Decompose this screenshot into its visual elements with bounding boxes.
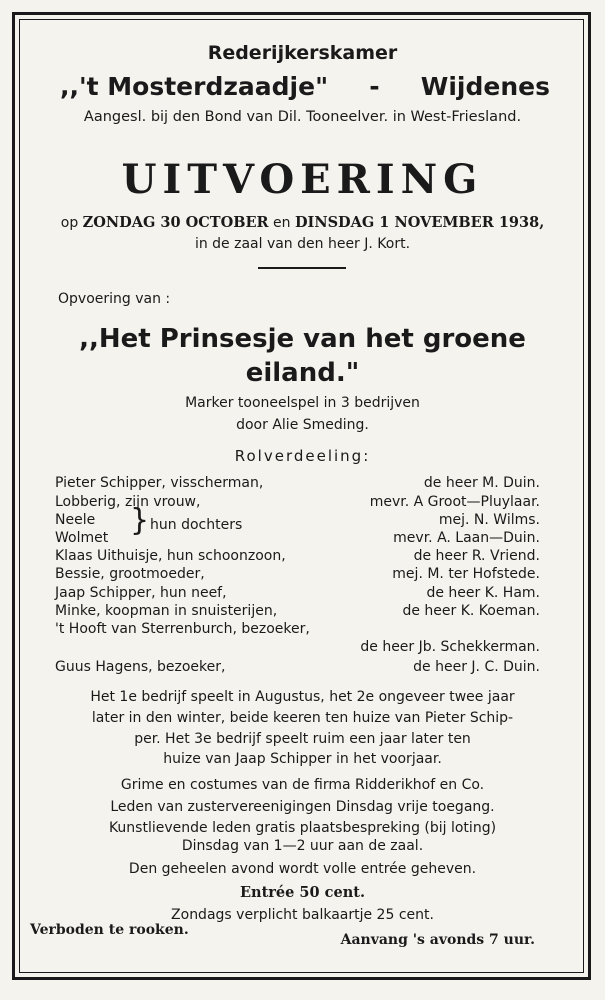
no-smoking-notice: Verboden te rooken. [30,922,189,938]
date-tuesday: DINSDAG 1 NOVEMBER 1938, [294,214,545,231]
brace-label: hun dochters [150,517,243,533]
notes-line: Grime en costumes van de firma Ridderikhof en Co. [120,777,485,793]
play-author: door Alie Smeding. [236,417,369,433]
cast-role: Wolmet [55,530,109,546]
dates-prefix: op [60,215,79,231]
cast-role: Klaas Uithuisje, hun schoonzoon, [55,548,286,564]
cast-actor: de heer Jb. Schekkerman. [360,639,540,655]
play-subtitle: Marker tooneelspel in 3 bedrijven [185,395,420,411]
cast-role: Guus Hagens, bezoeker, [55,659,226,675]
notes-line: per. Het 3e bedrijf speelt ruim een jaar later ten [134,731,471,747]
cast-heading: Rolverdeeling: [234,447,371,465]
performance-intro: Opvoering van : [58,291,171,307]
notes-line: later in den winter, beide keeren ten huize van Pieter Schip- [91,710,514,726]
cast-role: Bessie, grootmoeder, [55,566,205,582]
dates-and: en [273,215,291,231]
cast-row [55,621,540,639]
affiliation-line: Aangesl. bij den Bond van Dil. Tooneelver. in West-Friesland. [83,109,522,125]
notes-line: huize van Jaap Schipper in het voorjaar. [163,751,442,767]
cast-role: Minke, koopman in snuisterijen, [55,603,278,619]
cast-actor: de heer K. Koeman. [402,603,540,619]
cast-actor: mevr. A Groot—Pluylaar. [369,494,540,510]
society-name-dash: - [369,72,380,101]
balkaartje-note: Zondags verplicht balkaartje 25 cent. [171,907,434,923]
notes-line: Het 1e bedrijf speelt in Augustus, het 2e ongeveer twee jaar [90,689,515,705]
cast-actor: de heer R. Vriend. [413,548,540,564]
society-name-quote: ,,'t Mosterdzaadje" [60,72,329,101]
society-name [60,74,550,99]
cast-row [55,548,540,566]
cast-actor: mej. M. ter Hofstede. [392,566,540,582]
cast-row [55,659,540,677]
play-title-line-2: eiland." [245,358,360,388]
cast-actor: de heer M. Duin. [423,475,540,491]
cast-role: Jaap Schipper, hun neef, [55,585,227,601]
start-time: Aanvang 's avonds 7 uur. [340,932,535,948]
notes-line: Den geheelen avond wordt volle entrée geheven. [128,861,477,877]
cast-role: Neele [55,512,96,528]
play-title-line-1: ,,Het Prinsesje van het groene [79,324,526,354]
cast-actor: mej. N. Wilms. [438,512,540,528]
cast-row [55,475,540,493]
society-town: Wijdenes [420,72,550,101]
cast-role: Lobberig, zijn vrouw, [55,494,201,510]
event-venue: in de zaal van den heer J. Kort. [194,236,411,252]
notes-line: Dinsdag van 1—2 uur aan de zaal. [181,838,424,854]
cast-role: 't Hooft van Sterrenburch, bezoeker, [55,621,310,637]
cast-row [55,530,540,548]
notes-line: Kunstlievende leden gratis plaatsbespreking (bij loting) [108,820,497,836]
cast-actor: de heer J. C. Duin. [413,659,540,675]
cast-actor: mevr. A. Laan—Duin. [393,530,540,546]
poster-title: UITVOERING [121,156,484,203]
cast-row [55,566,540,584]
organisation-type: Rederijkerskamer [207,42,398,64]
divider-line [258,267,346,269]
entree-price: Entrée 50 cent. [240,884,365,901]
cast-row [55,494,540,512]
cast-row [55,512,540,530]
cast-row [55,603,540,621]
cast-actor: de heer K. Ham. [426,585,540,601]
brace-glyph: } [130,503,150,538]
date-sunday: ZONDAG 30 OCTOBER [82,214,269,231]
event-dates [0,216,605,231]
notes-line: Leden van zustervereenigingen Dinsdag vrije toegang. [110,799,495,815]
cast-row [55,639,540,657]
cast-row [55,585,540,603]
cast-role: Pieter Schipper, visscherman, [55,475,264,491]
